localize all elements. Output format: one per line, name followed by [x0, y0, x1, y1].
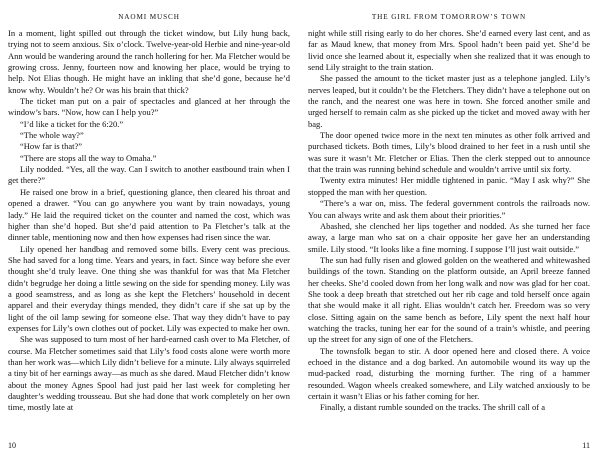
paragraph: “The whole way?”: [20, 130, 84, 141]
right-page-text: [308, 28, 590, 414]
paragraph: In a moment, light spilled out through the ticket window, but Lily hung back, trying not to seem anxious. Six o’clock. Twelve-year-old Herbie and nine-year-old Ann would be wandering around the ranch hollering for her. Ma Fletcher would be growing cross. Jenny, fourteen now and knowing her place, would be trying to help. Not Elias though. He might have an inkling that she’d gone, because he’d know why. Wouldn’t he? Or was his brain that thick?: [8, 28, 290, 95]
paragraph: He raised one brow in a brief, questioning glance, then cleared his throat and opened a drawer. “You can go anywhere you want by train nowadays, young lady.” He laid the required ticket on the counter and named the cost, which was higher than she’d hoped. But she’d paid attention to Pa Fletcher’s talk at the dinner table, mentioning now and then how expenses had risen since the war.: [8, 186, 290, 243]
paragraph: Lily nodded. “Yes, all the way. Can I switch to another eastbound train when I get there?”: [8, 164, 290, 186]
paragraph: “How far is that?”: [20, 141, 83, 152]
paragraph: “There are stops all the way to Omaha.”: [20, 152, 157, 163]
right-page: [300, 0, 600, 457]
paragraph: She passed the amount to the ticket master just as a telephone jangled. Lily’s nerves leaped, but it couldn’t be the Fletchers. They didn’t have a telephone out on the ranch, and the nearest one was here in town. She forced another smile and urged herself to remain calm as she picked up the ticket and moved away with her bag.: [308, 73, 590, 129]
paragraph: The door opened twice more in the next ten minutes as other folk arrived and purchased tickets. Both times, Lily’s blood drained to her feet in a rush until she was sure it wasn’t Mr. Fletcher or Elias. Then the clerk stepped out to announce that the train was running behind schedule and wouldn’t arrive until six forty.: [308, 130, 590, 175]
right-running-head: THE GIRL FROM TOMORROW’S TOWN: [371, 13, 527, 21]
paragraph: “There’s a war on, miss. The federal government controls the railroads now. You can always write and ask them about their priorities.”: [308, 198, 590, 220]
right-page-number: 11: [582, 441, 590, 450]
paragraph: She was supposed to turn most of her hard-earned cash over to Ma Fletcher, of course. Ma Fletcher sometimes said that Lily’s food costs alone were worth more than her work was—which Lily didn’t believe for a minute. Lily always squirreled a tiny bit of her earnings away—as much as she dared. Maud Fletcher didn’t know about the money Agnes Spool had just paid her last week for completing her daughter’s wedding trousseau. But she had done that work completely on her own time, mostly late at: [8, 334, 290, 413]
left-page-text: [8, 28, 290, 414]
left-page-number: 10: [8, 441, 16, 450]
left-running-head: NAOMI MUSCH: [118, 13, 180, 21]
paragraph: The townsfolk began to stir. A door opened here and closed there. A voice echoed in the distance and a dog barked. An automobile wound its way up the mud-packed road, disturbing the morning further. The ring of a hammer resounded. Wagon wheels creaked somewhere, and Lily watched anxiously to be certain it wasn’t Elias or his father coming for her.: [308, 345, 590, 401]
paragraph: night while still rising early to do her chores. She’d earned every last cent, and as far as Maud knew, that money from Mrs. Spool hadn’t been paid yet. She’d be livid once she learned about it, especially when she realized that it was enough to send Lily straight to the train station.: [308, 28, 590, 73]
paragraph: The ticket man put on a pair of spectacles and glanced at her through the window’s bars. “Now, how can I help you?”: [8, 96, 290, 118]
paragraph: Finally, a distant rumble sounded on the tracks. The shrill call of a: [320, 402, 545, 413]
paragraph: “I’d like a ticket for the 6:20.”: [20, 118, 124, 129]
paragraph: Twenty extra minutes! Her middle tightened in panic. “May I ask why?” She stopped the man with her question.: [308, 175, 590, 197]
paragraph: Abashed, she clenched her lips together and nodded. As she turned her face away, a large man who sat on a chair opposite her gave her an understanding smile. Lily stood. “It looks like a fine morning. I suppose I’ll just wait outside.”: [308, 220, 590, 254]
paragraph: Lily opened her handbag and removed some bills. Every cent was precious. She had saved for a long time. Years and years, in fact. Since way before she ever thought she’d truly leave. One thing she was thankful for was that Ma Fletcher didn’t begrudge her doing a little sewing on the side for spending money. Lily was a good seamstress, and as long as she kept the Fletchers’ household in decent apparel and their everyday things mended, they didn’t care if she sat up by the light of the oil lamp sewing for someone else. That way they didn’t have to pay expenses for Lily’s own clothes out of pocket. Lily was expected to make her own.: [8, 243, 290, 333]
paragraph: The sun had fully risen and glowed golden on the weathered and whitewashed buildings of the town. Standing on the platform outside, an April breeze fanned her cheeks. She’d cooled down from her long walk and now was glad for her coat. She took a deep breath that stretched out her rib cage and told herself once again that she would make it all right. Elias wouldn’t catch her. Freedom was so very close. Sitting again on the same bench as before, Lily spent the next half hour watching the tracks, tuning her ear for the sound of a train’s whistle, and peering up the street for any sign of one of the Fletchers.: [308, 254, 590, 345]
